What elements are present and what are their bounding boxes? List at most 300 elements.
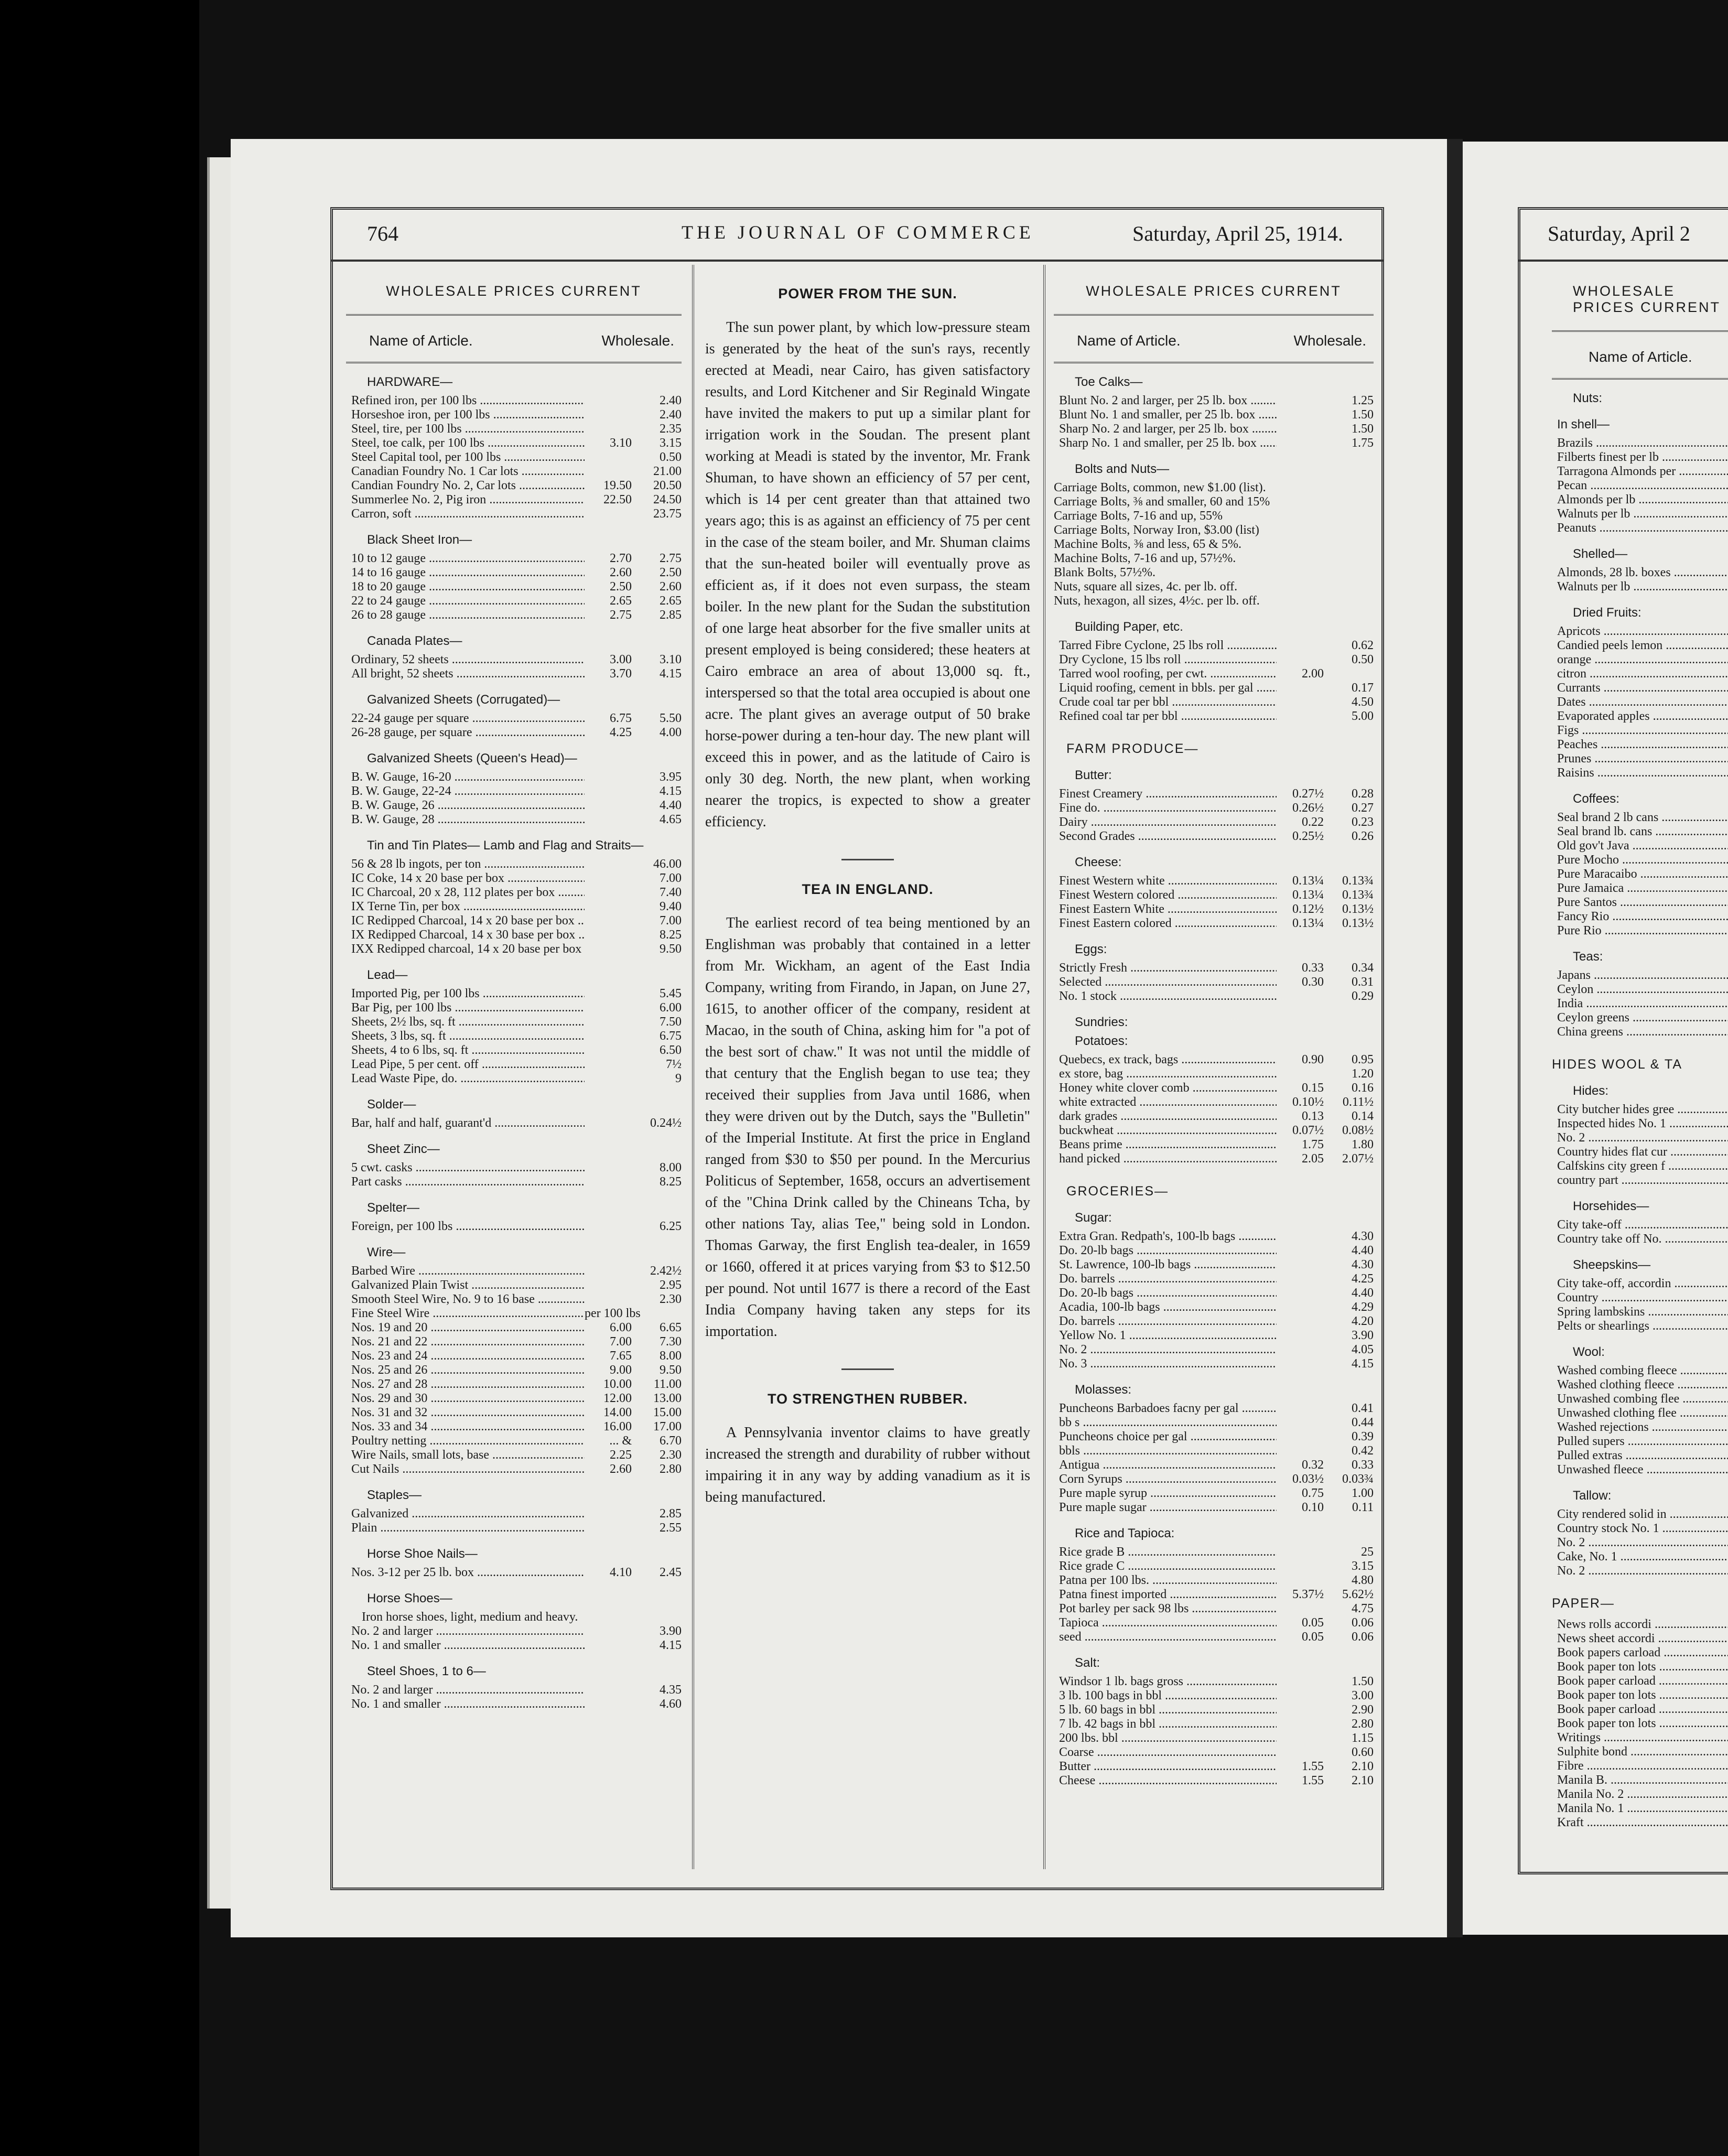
price-row bbox=[346, 408, 682, 422]
price-high: 0.03¾ bbox=[1342, 1472, 1374, 1486]
article-name: Pulled extras ..... bbox=[1552, 1449, 1728, 1463]
price-low: 2.05 bbox=[1302, 1152, 1324, 1166]
price-low: 0.13¼ bbox=[1292, 874, 1324, 888]
price-high: 1.25 bbox=[1352, 394, 1374, 407]
price-low: 10.00 bbox=[603, 1377, 632, 1391]
article-name: Carron, soft ..... bbox=[346, 507, 585, 521]
list-galv-queens-head bbox=[346, 751, 682, 827]
price-row bbox=[1552, 1773, 1728, 1787]
article-name: Patna per 100 lbs. ..... bbox=[1054, 1573, 1277, 1588]
price-high: 4.15 bbox=[1352, 1357, 1374, 1371]
price-low bbox=[1277, 1314, 1324, 1329]
article-name: Tarred wool roofing, per cwt. ..... bbox=[1054, 667, 1277, 681]
right-items-7 bbox=[1552, 1218, 1728, 1246]
price-low: 7.65 bbox=[610, 1349, 632, 1363]
price-low bbox=[585, 1697, 632, 1711]
price-high: 2.60 bbox=[660, 580, 682, 594]
article-name: Walnuts per lb ..... bbox=[1552, 507, 1728, 521]
price-high: 2.07½ bbox=[1342, 1152, 1374, 1166]
article-name: Rice grade B ..... bbox=[1054, 1545, 1277, 1559]
price-low bbox=[1277, 394, 1324, 408]
right-items-6 bbox=[1552, 1103, 1728, 1188]
price-high: 13.00 bbox=[653, 1392, 682, 1405]
price-low bbox=[585, 1058, 632, 1072]
price-row bbox=[1054, 1230, 1374, 1244]
price-row bbox=[346, 566, 682, 580]
bolt-line: Machine Bolts, 7-16 and up, 57½%. bbox=[1054, 552, 1236, 565]
price-high: 4.80 bbox=[1352, 1573, 1374, 1587]
article-name: Corn Syrups ..... bbox=[1054, 1472, 1277, 1486]
article-name: Writings ..... bbox=[1552, 1731, 1728, 1745]
price-row bbox=[1054, 1717, 1374, 1731]
article-name: Sulphite bond ..... bbox=[1552, 1745, 1728, 1759]
price-high: 8.00 bbox=[660, 1349, 682, 1363]
price-row bbox=[1552, 1131, 1728, 1145]
article-name: Manila B. ..... bbox=[1552, 1773, 1728, 1787]
price-row bbox=[1552, 521, 1728, 535]
price-high: 2.40 bbox=[660, 408, 682, 422]
price-row bbox=[346, 1507, 682, 1521]
price-high: 6.70 bbox=[660, 1434, 682, 1448]
section-heading: Canada Plates— bbox=[367, 634, 462, 648]
article-name: 26 to 28 gauge ..... bbox=[346, 608, 585, 622]
price-low: 0.07½ bbox=[1292, 1124, 1324, 1137]
price-list-title: WHOLESALE PRICES CURRENT bbox=[1086, 283, 1342, 299]
right-items-8 bbox=[1552, 1277, 1728, 1333]
bolt-line: Nuts, square all sizes, 4c. per lb. off. bbox=[1054, 580, 1238, 594]
price-low: 2.25 bbox=[610, 1448, 632, 1462]
price-low: 2.75 bbox=[610, 608, 632, 622]
article-name: Steel, toe calk, per 100 lbs ..... bbox=[346, 436, 585, 450]
article-name: Steel, tire, per 100 lbs ..... bbox=[346, 422, 585, 436]
price-row bbox=[346, 465, 682, 479]
article-name: Blunt No. 2 and larger, per 25 lb. box ..... bbox=[1054, 394, 1277, 408]
price-low: 0.75 bbox=[1302, 1486, 1324, 1500]
price-row bbox=[1552, 1731, 1728, 1745]
article-name: All bright, 52 sheets ..... bbox=[346, 667, 585, 681]
price-high: 2.85 bbox=[660, 1507, 682, 1521]
price-row bbox=[1552, 1449, 1728, 1463]
price-row bbox=[1054, 989, 1374, 1004]
article-name: Book paper ton lots ..... bbox=[1552, 1688, 1728, 1702]
list-horse-shoe-nails bbox=[346, 1547, 682, 1580]
price-high: 9.50 bbox=[660, 942, 682, 956]
column-rule-1 bbox=[692, 265, 694, 1869]
price-low bbox=[585, 784, 632, 799]
price-row bbox=[346, 1406, 682, 1420]
price-row bbox=[1054, 975, 1374, 989]
price-low bbox=[1277, 1675, 1324, 1689]
article-name: B. W. Gauge, 16-20 ..... bbox=[346, 770, 585, 784]
price-row bbox=[346, 594, 682, 608]
price-row bbox=[1552, 1435, 1728, 1449]
price-row bbox=[1552, 1145, 1728, 1159]
price-low bbox=[1277, 1357, 1324, 1371]
price-low bbox=[1277, 1067, 1324, 1081]
price-low bbox=[585, 942, 632, 956]
price-low bbox=[585, 1072, 632, 1086]
article-name: Sheets, 2½ lbs, sq. ft ..... bbox=[346, 1015, 585, 1029]
price-high: 4.29 bbox=[1352, 1300, 1374, 1314]
price-row bbox=[346, 1264, 682, 1278]
price-row bbox=[1552, 1674, 1728, 1688]
price-high: 4.15 bbox=[660, 784, 682, 798]
price-row bbox=[346, 1175, 682, 1189]
section-heading: Galvanized Sheets (Corrugated)— bbox=[367, 693, 560, 707]
price-row bbox=[1054, 1472, 1374, 1486]
section-groceries: GROCERIES— bbox=[1066, 1184, 1169, 1199]
article-name: IX Redipped Charcoal, 14 x 30 base per box ..... bbox=[346, 928, 585, 942]
price-row bbox=[1054, 1272, 1374, 1286]
article-name: No. 1 and smaller ..... bbox=[346, 1697, 585, 1711]
right-items-1 bbox=[1552, 436, 1728, 535]
price-row bbox=[346, 886, 682, 900]
price-low bbox=[585, 886, 632, 900]
price-row bbox=[1054, 1760, 1374, 1774]
price-low bbox=[1277, 1745, 1324, 1760]
price-row bbox=[1552, 653, 1728, 667]
price-low bbox=[1277, 1258, 1324, 1272]
price-row bbox=[346, 770, 682, 784]
price-row bbox=[1054, 1501, 1374, 1515]
price-low bbox=[1277, 695, 1324, 709]
price-row bbox=[1054, 408, 1374, 422]
article-name: 22 to 24 gauge ..... bbox=[346, 594, 585, 608]
articles-column bbox=[705, 265, 1030, 1508]
price-row bbox=[1552, 825, 1728, 839]
section-heading: Sugar: bbox=[1075, 1211, 1112, 1225]
price-high: 3.15 bbox=[660, 436, 682, 450]
article-name: Puncheons choice per gal ..... bbox=[1054, 1430, 1277, 1444]
article-name: Pulled supers ..... bbox=[1552, 1435, 1728, 1449]
price-list-title: WHOLESALE PRICES CURRENT bbox=[386, 283, 642, 299]
section-heading: Cheese: bbox=[1075, 855, 1122, 869]
price-row bbox=[346, 653, 682, 667]
price-high: 1.15 bbox=[1352, 1731, 1374, 1745]
price-low: 19.50 bbox=[603, 479, 632, 492]
article-name: News rolls accordi ..... bbox=[1552, 1618, 1728, 1632]
price-row bbox=[1054, 436, 1374, 450]
right-hides-heading: HIDES WOOL & TA bbox=[1552, 1057, 1683, 1072]
price-row bbox=[1552, 580, 1728, 594]
article-name: Unwashed combing flee ..... bbox=[1552, 1392, 1728, 1406]
right-dried-fruits: Dried Fruits: bbox=[1573, 606, 1641, 620]
price-row bbox=[346, 857, 682, 871]
price-row bbox=[346, 1220, 682, 1234]
article-name: Spring lambskins ..... bbox=[1552, 1305, 1728, 1319]
price-row bbox=[1552, 910, 1728, 924]
price-row bbox=[1054, 1357, 1374, 1371]
article-name: ex store, bag ..... bbox=[1054, 1067, 1277, 1081]
price-high: 2.55 bbox=[660, 1521, 682, 1535]
right-table-header bbox=[1552, 330, 1728, 380]
price-high: 5.50 bbox=[660, 712, 682, 725]
price-high: 4.25 bbox=[1352, 1272, 1374, 1286]
price-low bbox=[1277, 408, 1324, 422]
article-name: Bar, half and half, guarant'd ..... bbox=[346, 1116, 585, 1130]
price-row bbox=[346, 799, 682, 813]
col-name-header: Name of Article. bbox=[1077, 332, 1181, 349]
section-heading: Sheet Zinc— bbox=[367, 1142, 440, 1156]
section-potatoes: Potatoes: bbox=[1075, 1034, 1128, 1048]
article-name: buckwheat ..... bbox=[1054, 1124, 1277, 1138]
price-high: 2.80 bbox=[1352, 1717, 1374, 1731]
price-high: 25 bbox=[1361, 1545, 1374, 1559]
price-row bbox=[1054, 1053, 1374, 1067]
article-name: Honey white clover comb ..... bbox=[1054, 1081, 1277, 1095]
right-items-4 bbox=[1552, 811, 1728, 938]
price-row bbox=[1054, 1343, 1374, 1357]
price-low bbox=[585, 1507, 632, 1521]
price-row bbox=[1054, 639, 1374, 653]
price-high: 4.00 bbox=[660, 726, 682, 739]
article-name: Seal brand lb. cans ..... bbox=[1552, 825, 1728, 839]
article-name: Pelts or shearlings ..... bbox=[1552, 1319, 1728, 1333]
price-row bbox=[346, 1624, 682, 1638]
article-name: Galvanized ..... bbox=[346, 1507, 585, 1521]
article-name: Washed combing fleece ..... bbox=[1552, 1364, 1728, 1378]
price-high: 0.11½ bbox=[1342, 1095, 1374, 1109]
price-row bbox=[1054, 1067, 1374, 1081]
article-name: Cut Nails ..... bbox=[346, 1462, 585, 1476]
article-name: IXX Redipped charcoal, 14 x 20 base per box ..... bbox=[346, 942, 585, 956]
article-name: Sheets, 3 lbs, sq. ft ..... bbox=[346, 1029, 585, 1043]
article-name: hand picked ..... bbox=[1054, 1152, 1277, 1166]
price-high: 2.85 bbox=[660, 608, 682, 622]
price-high: 6.65 bbox=[660, 1321, 682, 1334]
price-high: 4.15 bbox=[660, 1638, 682, 1652]
article-name: 22-24 gauge per square ..... bbox=[346, 712, 585, 726]
price-low: 2.65 bbox=[610, 594, 632, 608]
price-row bbox=[1054, 1731, 1374, 1745]
article-name: Quebecs, ex track, bags ..... bbox=[1054, 1053, 1277, 1067]
price-low bbox=[585, 813, 632, 827]
price-high: 0.06 bbox=[1352, 1616, 1374, 1630]
article-name: Finest Creamery ..... bbox=[1054, 787, 1277, 801]
price-row bbox=[1054, 815, 1374, 829]
article-name: Filberts finest per lb ..... bbox=[1552, 450, 1728, 465]
article-title-sun: POWER FROM THE SUN. bbox=[778, 286, 957, 301]
page-gutter bbox=[1447, 139, 1463, 1937]
article-name: B. W. Gauge, 26 ..... bbox=[346, 799, 585, 813]
price-row bbox=[1552, 667, 1728, 681]
right-in-shell: In shell— bbox=[1557, 417, 1610, 432]
article-name: Liquid roofing, cement in bbls. per gal ..... bbox=[1054, 681, 1277, 695]
price-high: 4.65 bbox=[660, 813, 682, 826]
list-solder bbox=[346, 1097, 682, 1130]
price-row bbox=[1552, 1364, 1728, 1378]
price-low bbox=[585, 1220, 632, 1234]
right-paper-heading: PAPER— bbox=[1552, 1596, 1615, 1611]
price-high: 0.39 bbox=[1352, 1430, 1374, 1443]
price-high: 0.34 bbox=[1352, 961, 1374, 975]
section-heading: Steel Shoes, 1 to 6— bbox=[367, 1664, 486, 1678]
price-row bbox=[1054, 1402, 1374, 1416]
price-row bbox=[1054, 961, 1374, 975]
price-row bbox=[1054, 1081, 1374, 1095]
price-high: 0.13¾ bbox=[1342, 888, 1374, 902]
price-row bbox=[346, 422, 682, 436]
article-name: 18 to 20 gauge ..... bbox=[346, 580, 585, 594]
price-low: 0.90 bbox=[1302, 1053, 1324, 1066]
price-high: 2.75 bbox=[660, 552, 682, 565]
price-high: 4.75 bbox=[1352, 1602, 1374, 1615]
price-high: 2.30 bbox=[660, 1292, 682, 1306]
price-row bbox=[1054, 394, 1374, 408]
price-row bbox=[1552, 1159, 1728, 1173]
price-row bbox=[1054, 1329, 1374, 1343]
header-rule bbox=[330, 260, 1384, 262]
article-name: St. Lawrence, 100-lb bags ..... bbox=[1054, 1258, 1277, 1272]
price-row bbox=[1552, 1232, 1728, 1246]
price-row bbox=[1552, 507, 1728, 521]
price-high: 0.50 bbox=[660, 450, 682, 464]
price-row bbox=[346, 1058, 682, 1072]
list-staples bbox=[346, 1488, 682, 1535]
price-row bbox=[1552, 1025, 1728, 1039]
price-low bbox=[1277, 1703, 1324, 1717]
article-name: Do. 20-lb bags ..... bbox=[1054, 1286, 1277, 1300]
price-low bbox=[585, 871, 632, 886]
article-name: Pure maple syrup ..... bbox=[1054, 1486, 1277, 1501]
price-row bbox=[1054, 681, 1374, 695]
list-black-sheet bbox=[346, 533, 682, 622]
price-high: 8.25 bbox=[660, 1175, 682, 1189]
price-high: 0.14 bbox=[1352, 1109, 1374, 1123]
price-row bbox=[346, 1392, 682, 1406]
article-name: Dairy ..... bbox=[1054, 815, 1277, 829]
price-low bbox=[1277, 653, 1324, 667]
article-name: Foreign, per 100 lbs ..... bbox=[346, 1220, 585, 1234]
price-row bbox=[1552, 766, 1728, 780]
article-name: Sharp No. 2 and larger, per 25 lb. box ..... bbox=[1054, 422, 1277, 436]
price-row bbox=[346, 1043, 682, 1058]
price-row bbox=[1552, 493, 1728, 507]
article-name: Book papers carload ..... bbox=[1552, 1646, 1728, 1660]
price-low bbox=[1277, 1444, 1324, 1458]
price-high: 1.50 bbox=[1352, 422, 1374, 436]
price-high: 0.28 bbox=[1352, 787, 1374, 801]
price-low bbox=[585, 1638, 632, 1653]
article-name: Country ..... bbox=[1552, 1291, 1728, 1305]
price-low bbox=[585, 1264, 632, 1278]
price-row bbox=[1054, 1430, 1374, 1444]
price-low bbox=[585, 465, 632, 479]
article-name: Peaches ..... bbox=[1552, 738, 1728, 752]
price-low bbox=[585, 900, 632, 914]
price-low bbox=[1277, 1272, 1324, 1286]
price-row bbox=[1552, 1117, 1728, 1131]
price-row bbox=[1552, 1103, 1728, 1117]
price-low bbox=[1277, 1559, 1324, 1573]
price-low: 2.60 bbox=[610, 1462, 632, 1476]
price-row bbox=[346, 1377, 682, 1392]
price-low: 0.13 bbox=[1302, 1109, 1324, 1123]
price-low bbox=[585, 1292, 632, 1307]
price-high: 4.60 bbox=[660, 1697, 682, 1711]
price-row bbox=[1552, 1319, 1728, 1333]
article-name: No. 1 stock ..... bbox=[1054, 989, 1277, 1004]
price-low bbox=[585, 799, 632, 813]
price-row bbox=[1552, 1522, 1728, 1536]
price-row bbox=[1552, 681, 1728, 695]
price-low: 0.05 bbox=[1302, 1616, 1324, 1630]
price-low: 0.10 bbox=[1302, 1501, 1324, 1514]
article-name: Tarragona Almonds per ..... bbox=[1552, 465, 1728, 479]
list-bolts bbox=[1054, 462, 1374, 608]
price-low: 12.00 bbox=[603, 1392, 632, 1405]
price-low bbox=[585, 1161, 632, 1175]
price-row bbox=[1054, 1588, 1374, 1602]
article-name: orange ..... bbox=[1552, 653, 1728, 667]
price-high: 5.45 bbox=[660, 987, 682, 1000]
price-row bbox=[1552, 624, 1728, 639]
article-name: Book paper carload ..... bbox=[1552, 1674, 1728, 1688]
price-row bbox=[346, 1335, 682, 1349]
price-high: 2.40 bbox=[660, 394, 682, 407]
price-low bbox=[585, 1624, 632, 1638]
price-row bbox=[1552, 1291, 1728, 1305]
article-name: Fibre ..... bbox=[1552, 1759, 1728, 1773]
price-low: 0.22 bbox=[1302, 815, 1324, 829]
price-row bbox=[346, 1448, 682, 1462]
price-high: 0.31 bbox=[1352, 975, 1374, 989]
article-name: Book paper ton lots ..... bbox=[1552, 1717, 1728, 1731]
price-row bbox=[1552, 1392, 1728, 1406]
price-high: 24.50 bbox=[653, 493, 682, 506]
list-butter bbox=[1054, 768, 1374, 844]
article-name: Old gov't Java ..... bbox=[1552, 839, 1728, 853]
price-low: 0.26½ bbox=[1292, 801, 1324, 815]
price-row bbox=[1054, 1138, 1374, 1152]
price-high: 0.29 bbox=[1352, 989, 1374, 1003]
price-row bbox=[1552, 1463, 1728, 1477]
price-high: 4.50 bbox=[1352, 695, 1374, 709]
price-row bbox=[1552, 1218, 1728, 1232]
price-row bbox=[1054, 1300, 1374, 1314]
price-low bbox=[1277, 1689, 1324, 1703]
right-items-10 bbox=[1552, 1507, 1728, 1578]
price-row bbox=[346, 1521, 682, 1535]
price-low: 0.27½ bbox=[1292, 787, 1324, 801]
price-low bbox=[585, 450, 632, 465]
price-row bbox=[1552, 867, 1728, 881]
right-items-3 bbox=[1552, 624, 1728, 780]
article-name: Pure Santos ..... bbox=[1552, 896, 1728, 910]
price-row bbox=[1552, 968, 1728, 983]
price-row bbox=[1054, 1616, 1374, 1630]
price-low: 0.12½ bbox=[1292, 902, 1324, 916]
price-low: ... & bbox=[609, 1434, 632, 1448]
price-high: 7.00 bbox=[660, 914, 682, 928]
price-row bbox=[346, 914, 682, 928]
price-low bbox=[1277, 436, 1324, 450]
price-high: 2.50 bbox=[660, 566, 682, 579]
article-name: Nos. 19 and 20 ..... bbox=[346, 1321, 585, 1335]
price-row bbox=[346, 928, 682, 942]
price-row bbox=[1054, 874, 1374, 888]
right-horsehides: Horsehides— bbox=[1573, 1199, 1649, 1213]
article-name: Cake, No. 1 ..... bbox=[1552, 1550, 1728, 1564]
price-high: 0.23 bbox=[1352, 815, 1374, 829]
section-note: Iron horse shoes, light, medium and heavy. bbox=[362, 1610, 578, 1624]
article-name: Nos. 25 and 26 ..... bbox=[346, 1363, 585, 1377]
price-high: 2.65 bbox=[660, 594, 682, 608]
article-name: Ceylon ..... bbox=[1552, 983, 1728, 997]
article-name: Barbed Wire ..... bbox=[346, 1264, 585, 1278]
price-row bbox=[1552, 924, 1728, 938]
price-high: 15.00 bbox=[653, 1406, 682, 1419]
